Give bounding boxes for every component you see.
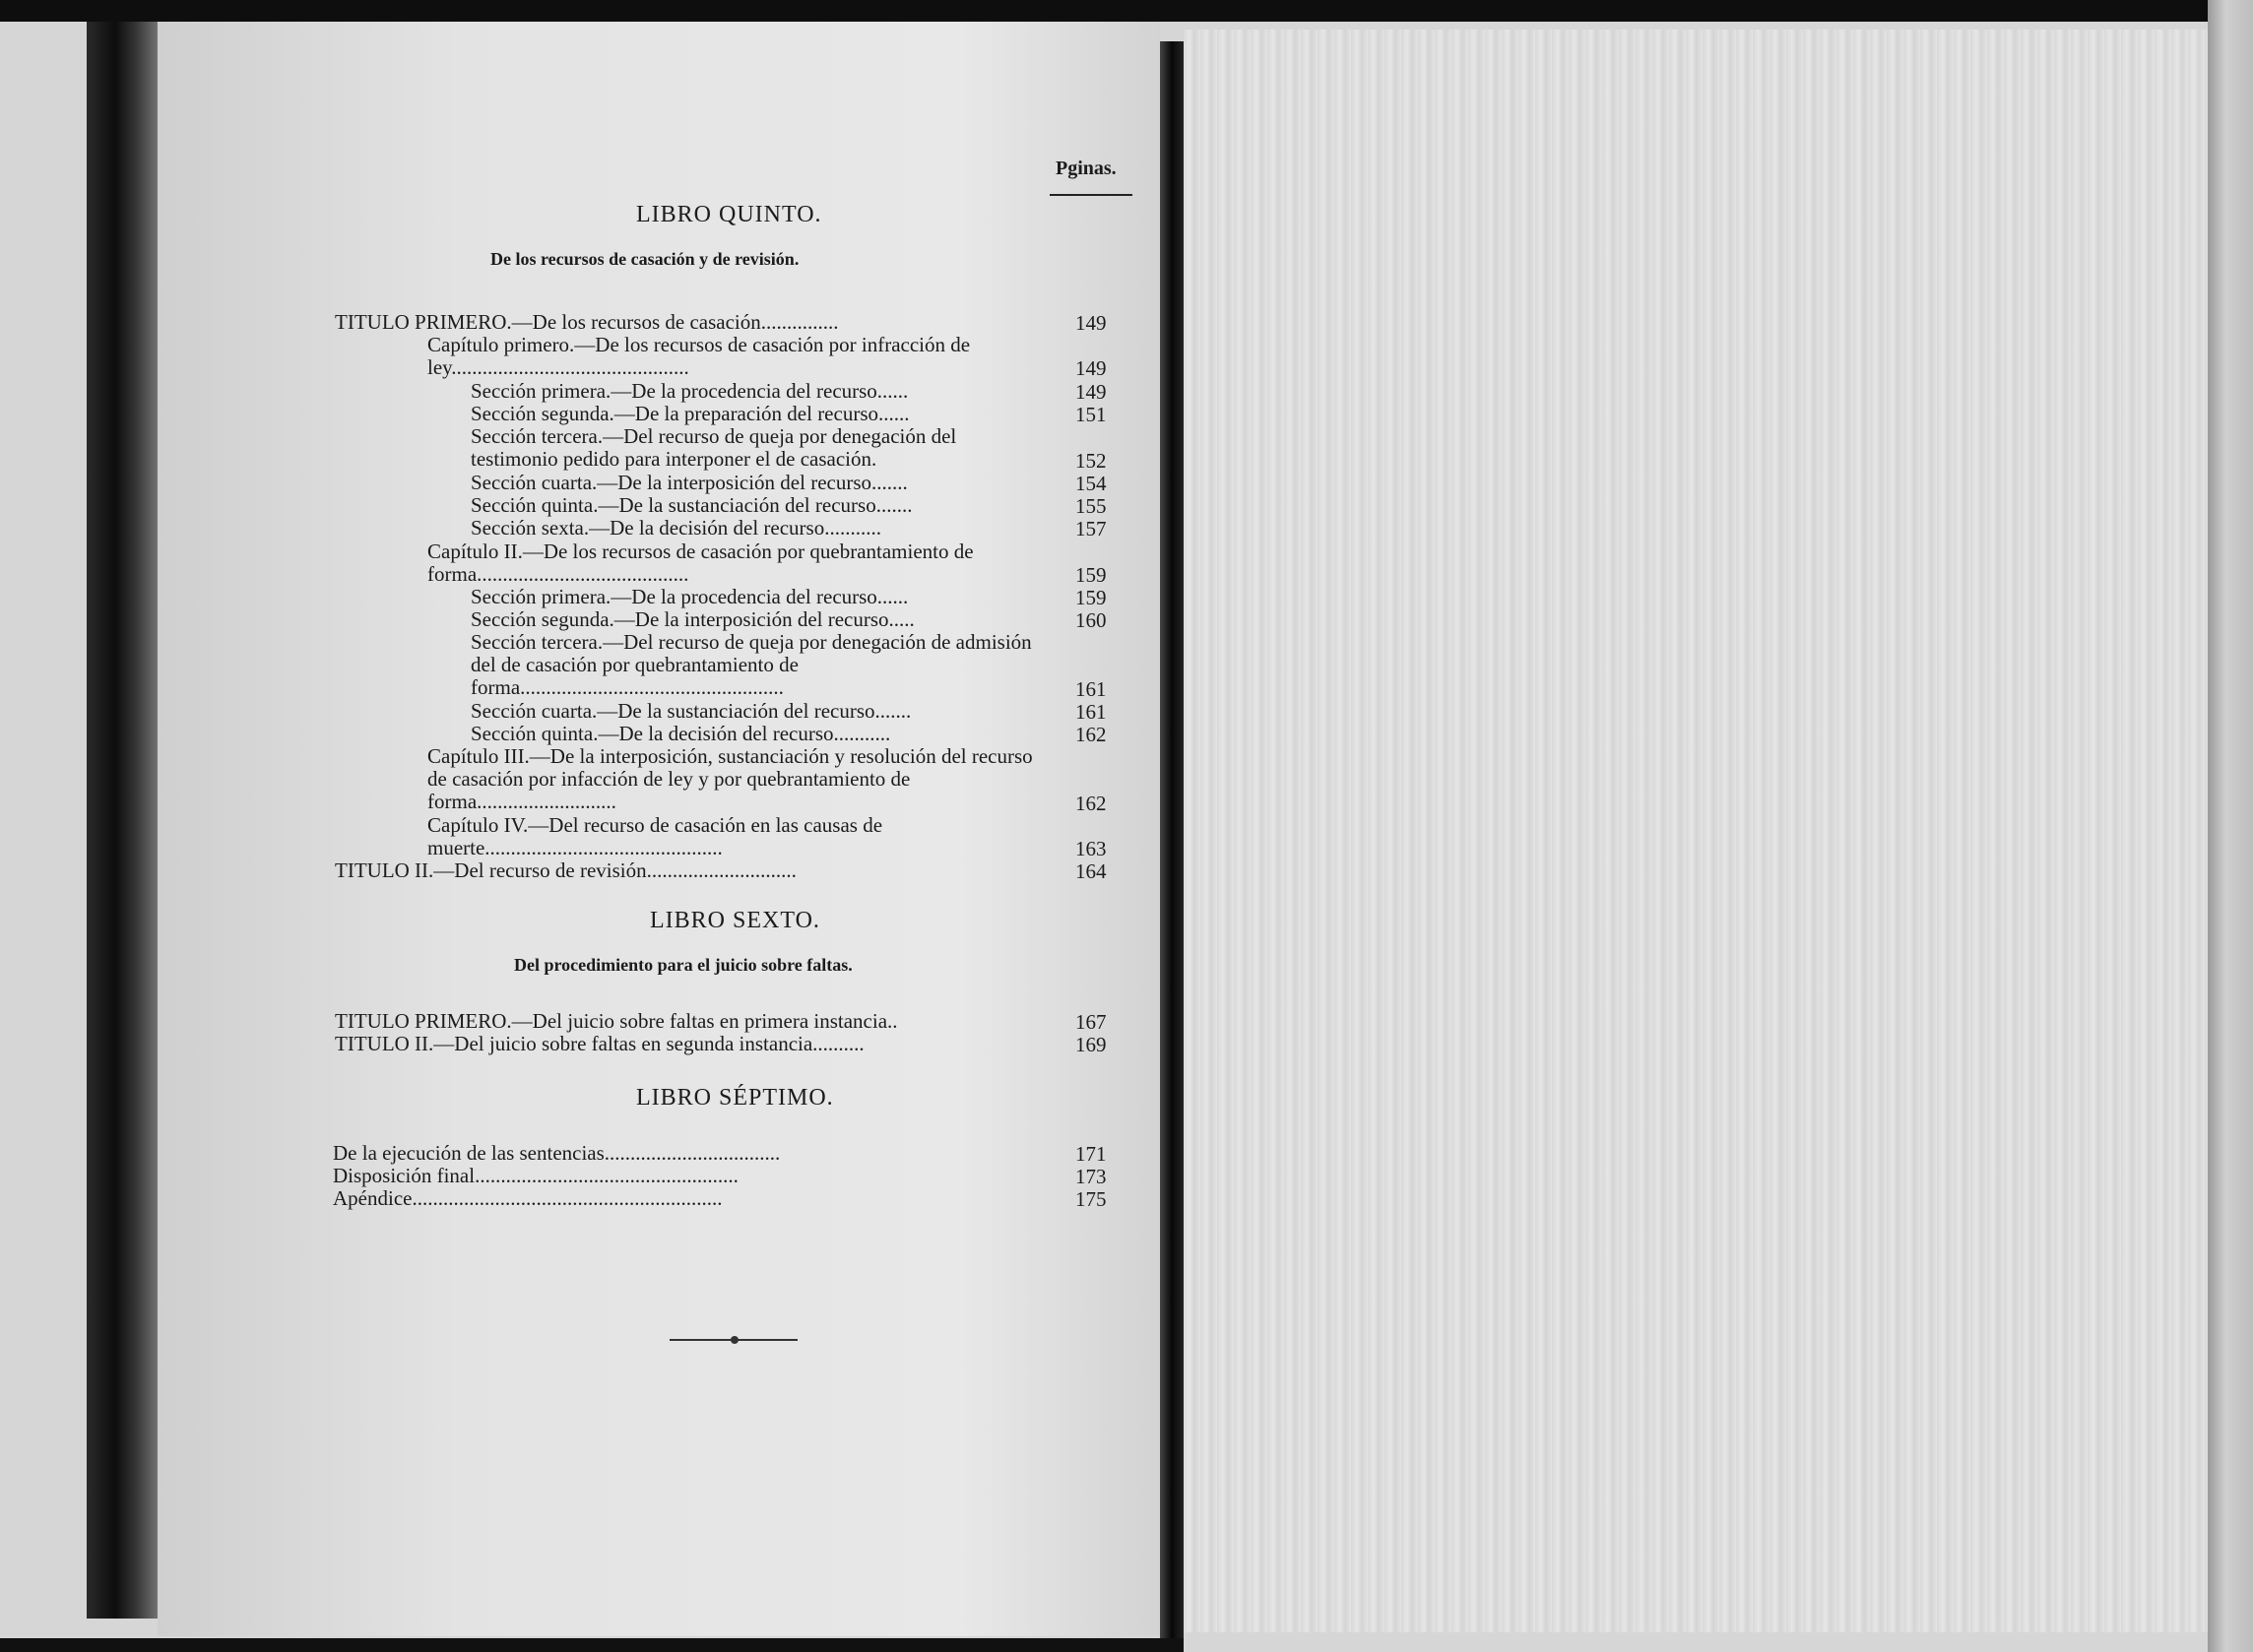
toc-entry: Apéndice............................................................ xyxy=(333,1186,723,1210)
toc-page-number: 162 xyxy=(1075,723,1107,746)
toc-entry: Capítulo III.—De la interposición, sustanciación y resolución del recurso de casación por infacción de ley y por quebrantamiento de forma........................... xyxy=(427,744,1033,813)
toc-entry: Sección cuarta.—De la interposición del recurso....... xyxy=(471,471,908,494)
book-seven-title: LIBRO SÉPTIMO. xyxy=(636,1085,834,1111)
scan-bottom-edge xyxy=(0,1638,1184,1652)
end-ornament-dot xyxy=(731,1336,739,1344)
toc-page-number: 160 xyxy=(1075,608,1107,632)
toc-page-number: 164 xyxy=(1075,859,1107,883)
toc-page-number: 163 xyxy=(1075,837,1107,860)
toc-page-number: 162 xyxy=(1075,792,1107,815)
toc-page-number: 151 xyxy=(1075,403,1107,426)
toc-entry: Sección segunda.—De la preparación del recurso...... xyxy=(471,402,910,425)
toc-page-number: 169 xyxy=(1075,1033,1107,1056)
book-six-title: LIBRO SEXTO. xyxy=(650,908,820,933)
toc-page-number: 173 xyxy=(1075,1165,1107,1188)
book-five-title: LIBRO QUINTO. xyxy=(636,202,822,227)
scan-top-edge xyxy=(0,0,2253,22)
toc-entry: Sección primera.—De la procedencia del recurso...... xyxy=(471,585,909,608)
toc-page-number: 159 xyxy=(1075,586,1107,609)
toc-page-number: 149 xyxy=(1075,356,1107,380)
toc-entry: Capítulo II.—De los recursos de casación por quebrantamiento de forma......................................... xyxy=(427,540,974,586)
toc-entry: TITULO PRIMERO.—De los recursos de casación............... xyxy=(335,310,839,334)
blank-right-page xyxy=(1184,30,2208,1632)
toc-page-number: 161 xyxy=(1075,700,1107,724)
toc-entry: Sección cuarta.—De la sustanciación del recurso....... xyxy=(471,699,912,723)
toc-entry: TITULO II.—Del recurso de revisión............................. xyxy=(335,858,797,882)
toc-page-number: 161 xyxy=(1075,677,1107,701)
toc-entry: Sección quinta.—De la sustanciación del recurso....... xyxy=(471,493,913,517)
toc-page-number: 167 xyxy=(1075,1010,1107,1034)
book-five-subtitle: De los recursos de casación y de revisión. xyxy=(490,249,800,269)
toc-entry: Disposición final................................................... xyxy=(333,1164,739,1187)
book-six-subtitle: Del procedimiento para el juicio sobre faltas. xyxy=(514,955,853,975)
toc-page-number: 155 xyxy=(1075,494,1107,518)
toc-page-number: 149 xyxy=(1075,311,1107,335)
toc-page-number: 157 xyxy=(1075,517,1107,540)
toc-entry: TITULO PRIMERO.—Del juicio sobre faltas en primera instancia.. xyxy=(335,1009,898,1033)
toc-page-number: 152 xyxy=(1075,449,1107,473)
book-spine xyxy=(87,22,160,1619)
toc-entry: Sección tercera.—Del recurso de queja por denegación del testimonio pedido para interponer el de casación. xyxy=(471,424,957,471)
toc-entry: TITULO II.—Del juicio sobre faltas en segunda instancia.......... xyxy=(335,1032,865,1055)
pages-column-header: Pginas. xyxy=(1056,158,1117,179)
toc-entry: Sección quinta.—De la decisión del recurso........... xyxy=(471,722,891,745)
toc-entry: Sección tercera.—Del recurso de queja por denegación de admisión del de casación por quebrantamiento de forma................................................... xyxy=(471,630,1032,699)
toc-page-number: 159 xyxy=(1075,563,1107,587)
toc-entry: Sección sexta.—De la decisión del recurso........... xyxy=(471,516,881,540)
toc-entry: Capítulo IV.—Del recurso de casación en las causas de muerte.............................................. xyxy=(427,813,883,859)
scan-right-edge xyxy=(2208,0,2253,1652)
toc-entry: De la ejecución de las sentencias.................................. xyxy=(333,1141,781,1165)
toc-entry: Sección primera.—De la procedencia del recurso...... xyxy=(471,379,909,403)
toc-page-number: 154 xyxy=(1075,472,1107,495)
toc-page-number: 175 xyxy=(1075,1187,1107,1211)
toc-entry: Sección segunda.—De la interposición del recurso..... xyxy=(471,607,915,631)
toc-entry: Capítulo primero.—De los recursos de casación por infracción de ley.............................................. xyxy=(427,333,971,379)
pages-header-rule xyxy=(1050,194,1132,196)
toc-page-number: 171 xyxy=(1075,1142,1107,1166)
toc-page-number: 149 xyxy=(1075,380,1107,404)
book-gutter xyxy=(1160,41,1184,1646)
